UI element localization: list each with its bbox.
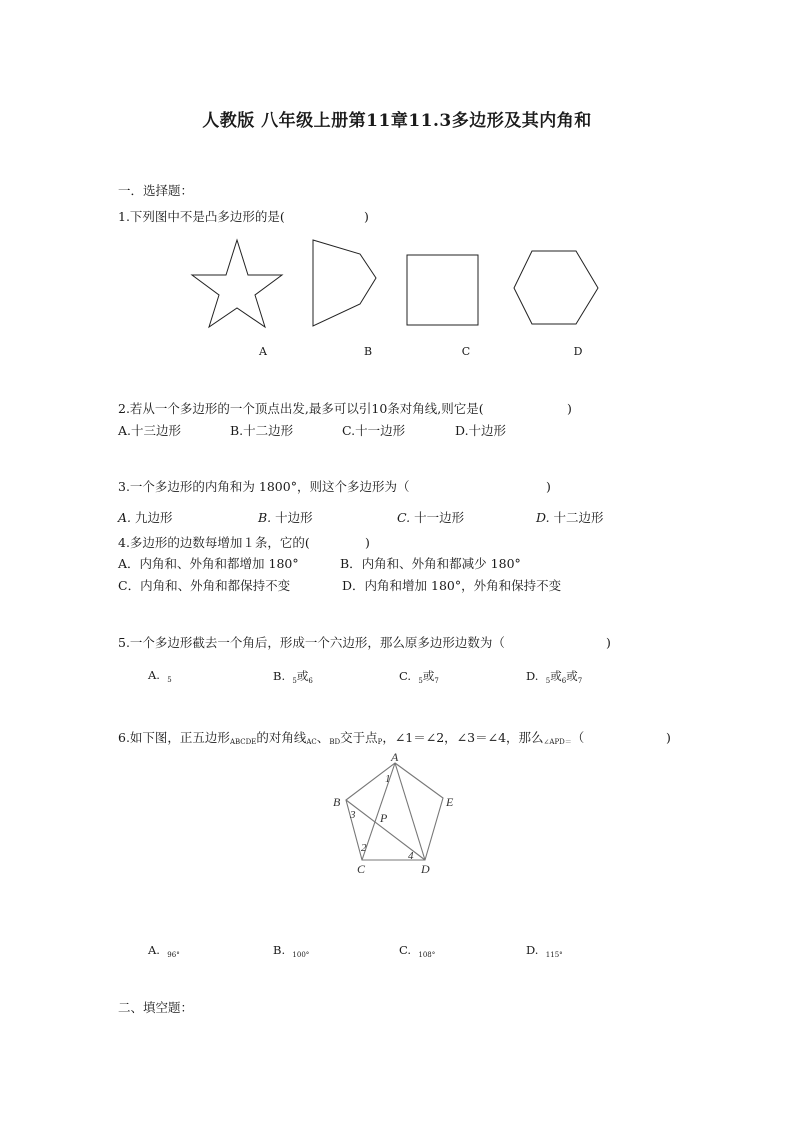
q1-label-d: D	[573, 345, 583, 358]
q1-figures	[190, 232, 610, 332]
vertex-label-a: A	[391, 752, 399, 764]
q3-close-paren: )	[546, 479, 551, 494]
angle-label-4: 4	[408, 850, 414, 862]
q4-option-a: A．内角和、外角和都增加 180°	[118, 556, 299, 571]
q5-option-c: C. $_5$或$_7$	[399, 669, 439, 685]
q1-stem: 1.下列图中不是凸多边形的是(	[118, 209, 285, 224]
q2-option-d: D.十边形	[455, 423, 507, 438]
q6-option-b: B. $_{100^\circ}$	[273, 943, 310, 959]
point-label-p: P	[380, 811, 388, 825]
q3-option-a: A. 九边形	[118, 510, 173, 525]
star-shape	[192, 240, 282, 327]
vertex-label-e: E	[446, 795, 454, 809]
q5-option-a: A. $_5$	[148, 668, 172, 684]
q1-label-b: B	[363, 345, 373, 358]
q3-option-b: B. 十边形	[258, 510, 313, 525]
section-heading-choice: 一．选择题：	[118, 183, 194, 198]
q4-option-d: D．内角和增加 180°，外角和保持不变	[342, 578, 562, 593]
q5-stem: 5.一个多边形截去一个角后，形成一个六边形，那么原多边形边数为（	[118, 635, 505, 650]
angle-label-2: 2	[361, 842, 367, 854]
segment-ad	[395, 763, 425, 860]
q6-stem: 6.如下图，正五边形ABCDE的对角线AC、BD交于点P，∠1＝∠2，∠3＝∠4，那么∠APD＝（	[118, 730, 585, 746]
q6-close-paren: )	[666, 730, 671, 745]
q6-pentagon-figure	[328, 752, 468, 877]
q3-option-d: D. 十二边形	[536, 510, 604, 525]
q4-close-paren: )	[365, 535, 370, 550]
q4-stem: 4.多边形的边数每增加１条，它的(	[118, 535, 310, 550]
q5-option-d: D. $_5$或$_6$或$_7$	[526, 669, 583, 685]
square-shape	[407, 255, 478, 325]
q6-option-a: A. $_{96^\circ}$	[148, 943, 180, 959]
q2-option-b: B.十二边形	[230, 423, 294, 438]
q6-option-d: D. $_{115^\circ}$	[526, 943, 563, 959]
section-heading-fill: 二、填空题：	[118, 1000, 194, 1015]
q4-option-b: B．内角和、外角和都减少 180°	[340, 556, 521, 571]
pentagon-shape	[313, 240, 376, 326]
vertex-label-b: B	[333, 795, 341, 809]
angle-label-3: 3	[350, 809, 356, 821]
q5-close-paren: )	[606, 635, 611, 650]
q2-option-a: A.十三边形	[118, 423, 182, 438]
q4-option-c: C．内角和、外角和都保持不变	[118, 578, 291, 593]
q3-option-c: C. 十一边形	[397, 510, 465, 525]
q1-label-c: C	[461, 345, 471, 358]
q5-option-b: B. $_5$或$_6$	[273, 669, 313, 685]
q6-option-c: C. $_{108^\circ}$	[399, 943, 436, 959]
q3-stem: 3.一个多边形的内角和为 1800°，则这个多边形为（	[118, 479, 410, 494]
hexagon-shape	[514, 251, 598, 324]
q2-stem: 2.若从一个多边形的一个顶点出发,最多可以引10条对角线,则它是(	[118, 401, 484, 416]
q2-option-c: C.十一边形	[342, 423, 406, 438]
q2-close-paren: )	[567, 401, 572, 416]
vertex-label-d: D	[421, 862, 430, 876]
q1-label-a: A	[259, 345, 267, 358]
page-title: 人教版 八年级上册第11章11.3多边形及其内角和	[202, 111, 592, 131]
q1-close-paren: )	[364, 209, 369, 224]
vertex-label-c: C	[357, 862, 366, 876]
angle-label-1: 1	[385, 773, 391, 785]
